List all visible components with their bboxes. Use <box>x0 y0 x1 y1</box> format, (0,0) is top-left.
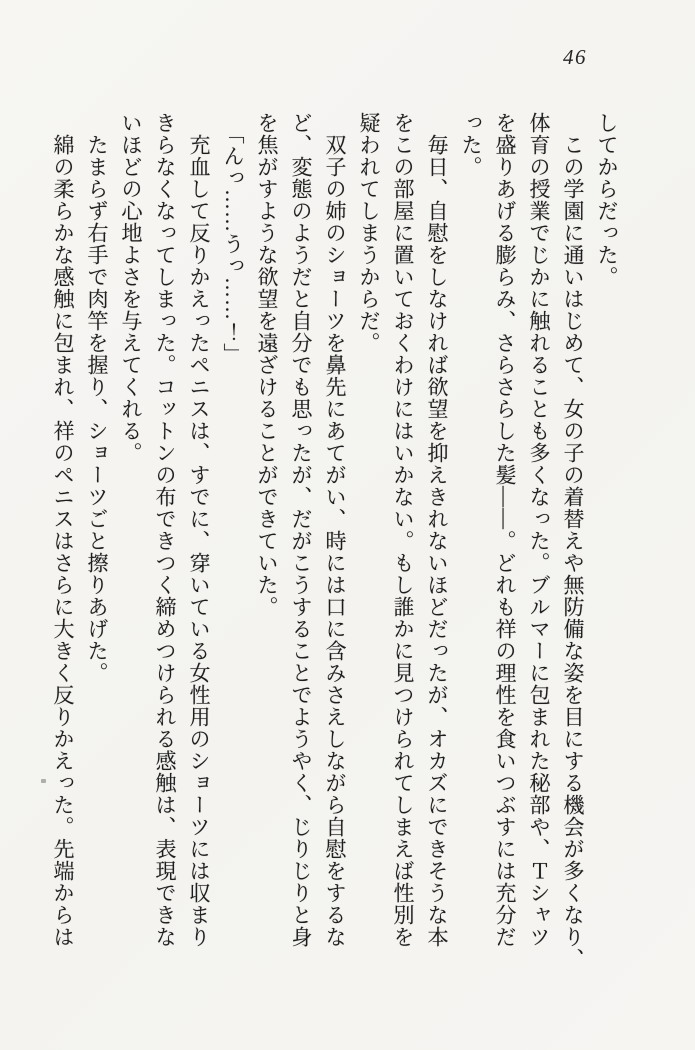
text-line: った。 <box>459 112 483 178</box>
page-number: 46 <box>563 45 587 69</box>
text-line: をこの部屋に置いておくわけにはいかない。もし誰かに見つけられてしまえば性別を <box>391 112 415 948</box>
text-line: ど、変態のようだと自分でも思ったが、だがこうすることでようやく、じりじりと身 <box>289 112 313 948</box>
text-line: たまらず右手で肉竿を握り、ショーツごと擦りあげた。 <box>85 112 109 684</box>
text-line: 体育の授業でじかに触れることも多くなった。ブルマーに包まれた秘部や、Ｔシャツ <box>527 112 551 948</box>
text-line: きらなくなってしまった。コットンの布できつく締めつけられる感触は、表現できな <box>153 112 177 948</box>
text-line: 「んっ……うっ……！」 <box>221 123 245 365</box>
text-line: 毎日、自慰をしなければ欲望を抑えきれないほどだったが、オカズにできそうな本 <box>425 112 449 948</box>
text-line: 綿の柔らかな感触に包まれ、祥のペニスはさらに大きく反りかえった。先端からは <box>51 112 75 948</box>
text-line: 疑われてしまうからだ。 <box>357 112 381 354</box>
text-line: この学園に通いはじめて、女の子の着替えや無防備な姿を目にする機会が多くなり、 <box>561 112 585 970</box>
text-line: いほどの心地よさを与えてくれる。 <box>119 112 143 464</box>
text-line: してからだった。 <box>595 112 619 288</box>
body-text <box>46 112 624 970</box>
text-line: 双子の姉のショーツを鼻先にあてがい、時には口に含みさえしながら自慰をするな <box>323 112 347 948</box>
scan-artifact <box>41 779 46 783</box>
text-line: 充血して反りかえったペニスは、すでに、穿いている女性用のショーツには収まり <box>187 112 211 948</box>
text-line: を焦がすような欲望を遠ざけることができていた。 <box>255 112 279 618</box>
text-line: を盛りあげる膨らみ、さらさらした髪――。どれも祥の理性を食いつぶすには充分だ <box>493 112 517 948</box>
